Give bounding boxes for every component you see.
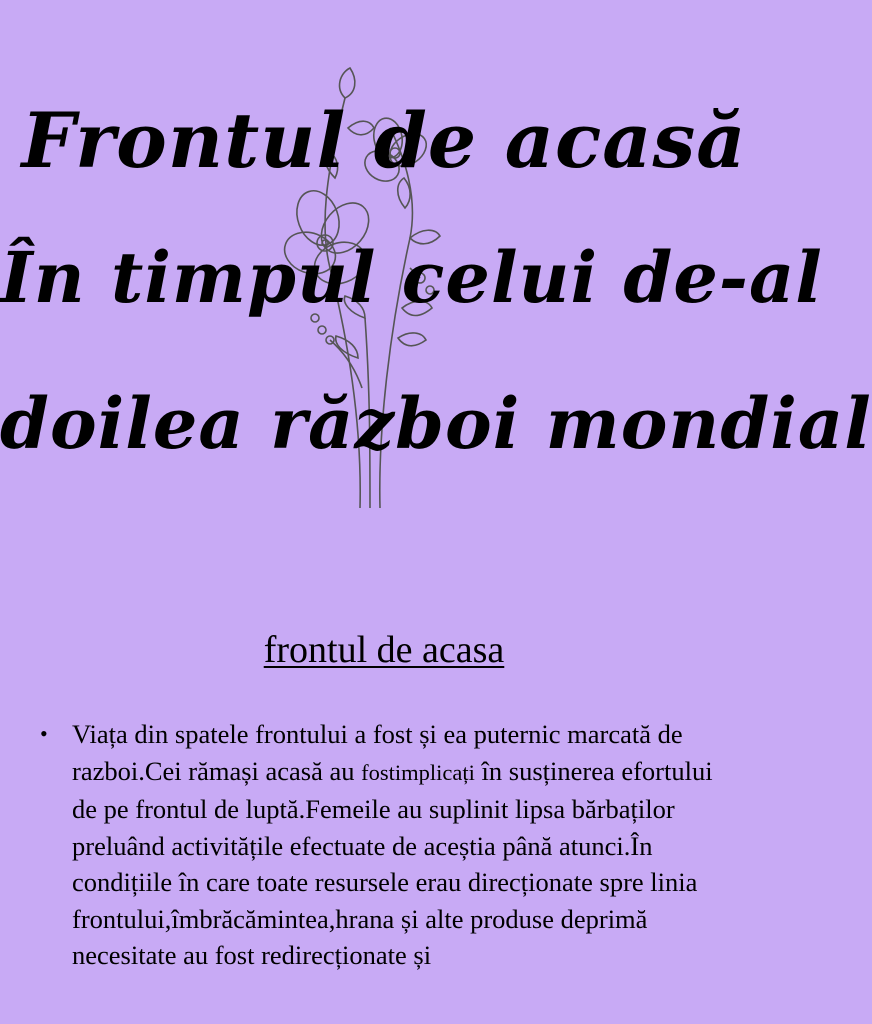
title-line-1: Frontul de acasă (21, 96, 747, 185)
bullet-icon: • (40, 721, 48, 746)
paragraph-text-part-2: fostimplicați (361, 759, 475, 785)
content-list (40, 716, 740, 974)
paragraph-text-part-1: Viața din spatele frontului a fost și ea puternic marcată de razboi.Cei rămași acasă au (72, 719, 683, 786)
list-item (40, 716, 740, 974)
title-line-2: În timpul celui de-al (0, 236, 823, 319)
paragraph-text-part-3: în susținerea efortului de pe frontul de luptă.Femeile au suplinit lipsa bărbaților preluând activitățile efectuate de aceștia până atunci.În condițiile în care toate resursele erau direcționate spre linia frontului,îmbrăcămintea,hrana și alte produse deprimă necesitate au fost redirecționate și (72, 755, 713, 970)
section-heading: frontul de acasa (263, 629, 505, 671)
title-line-3: doilea război mondial (0, 382, 872, 465)
